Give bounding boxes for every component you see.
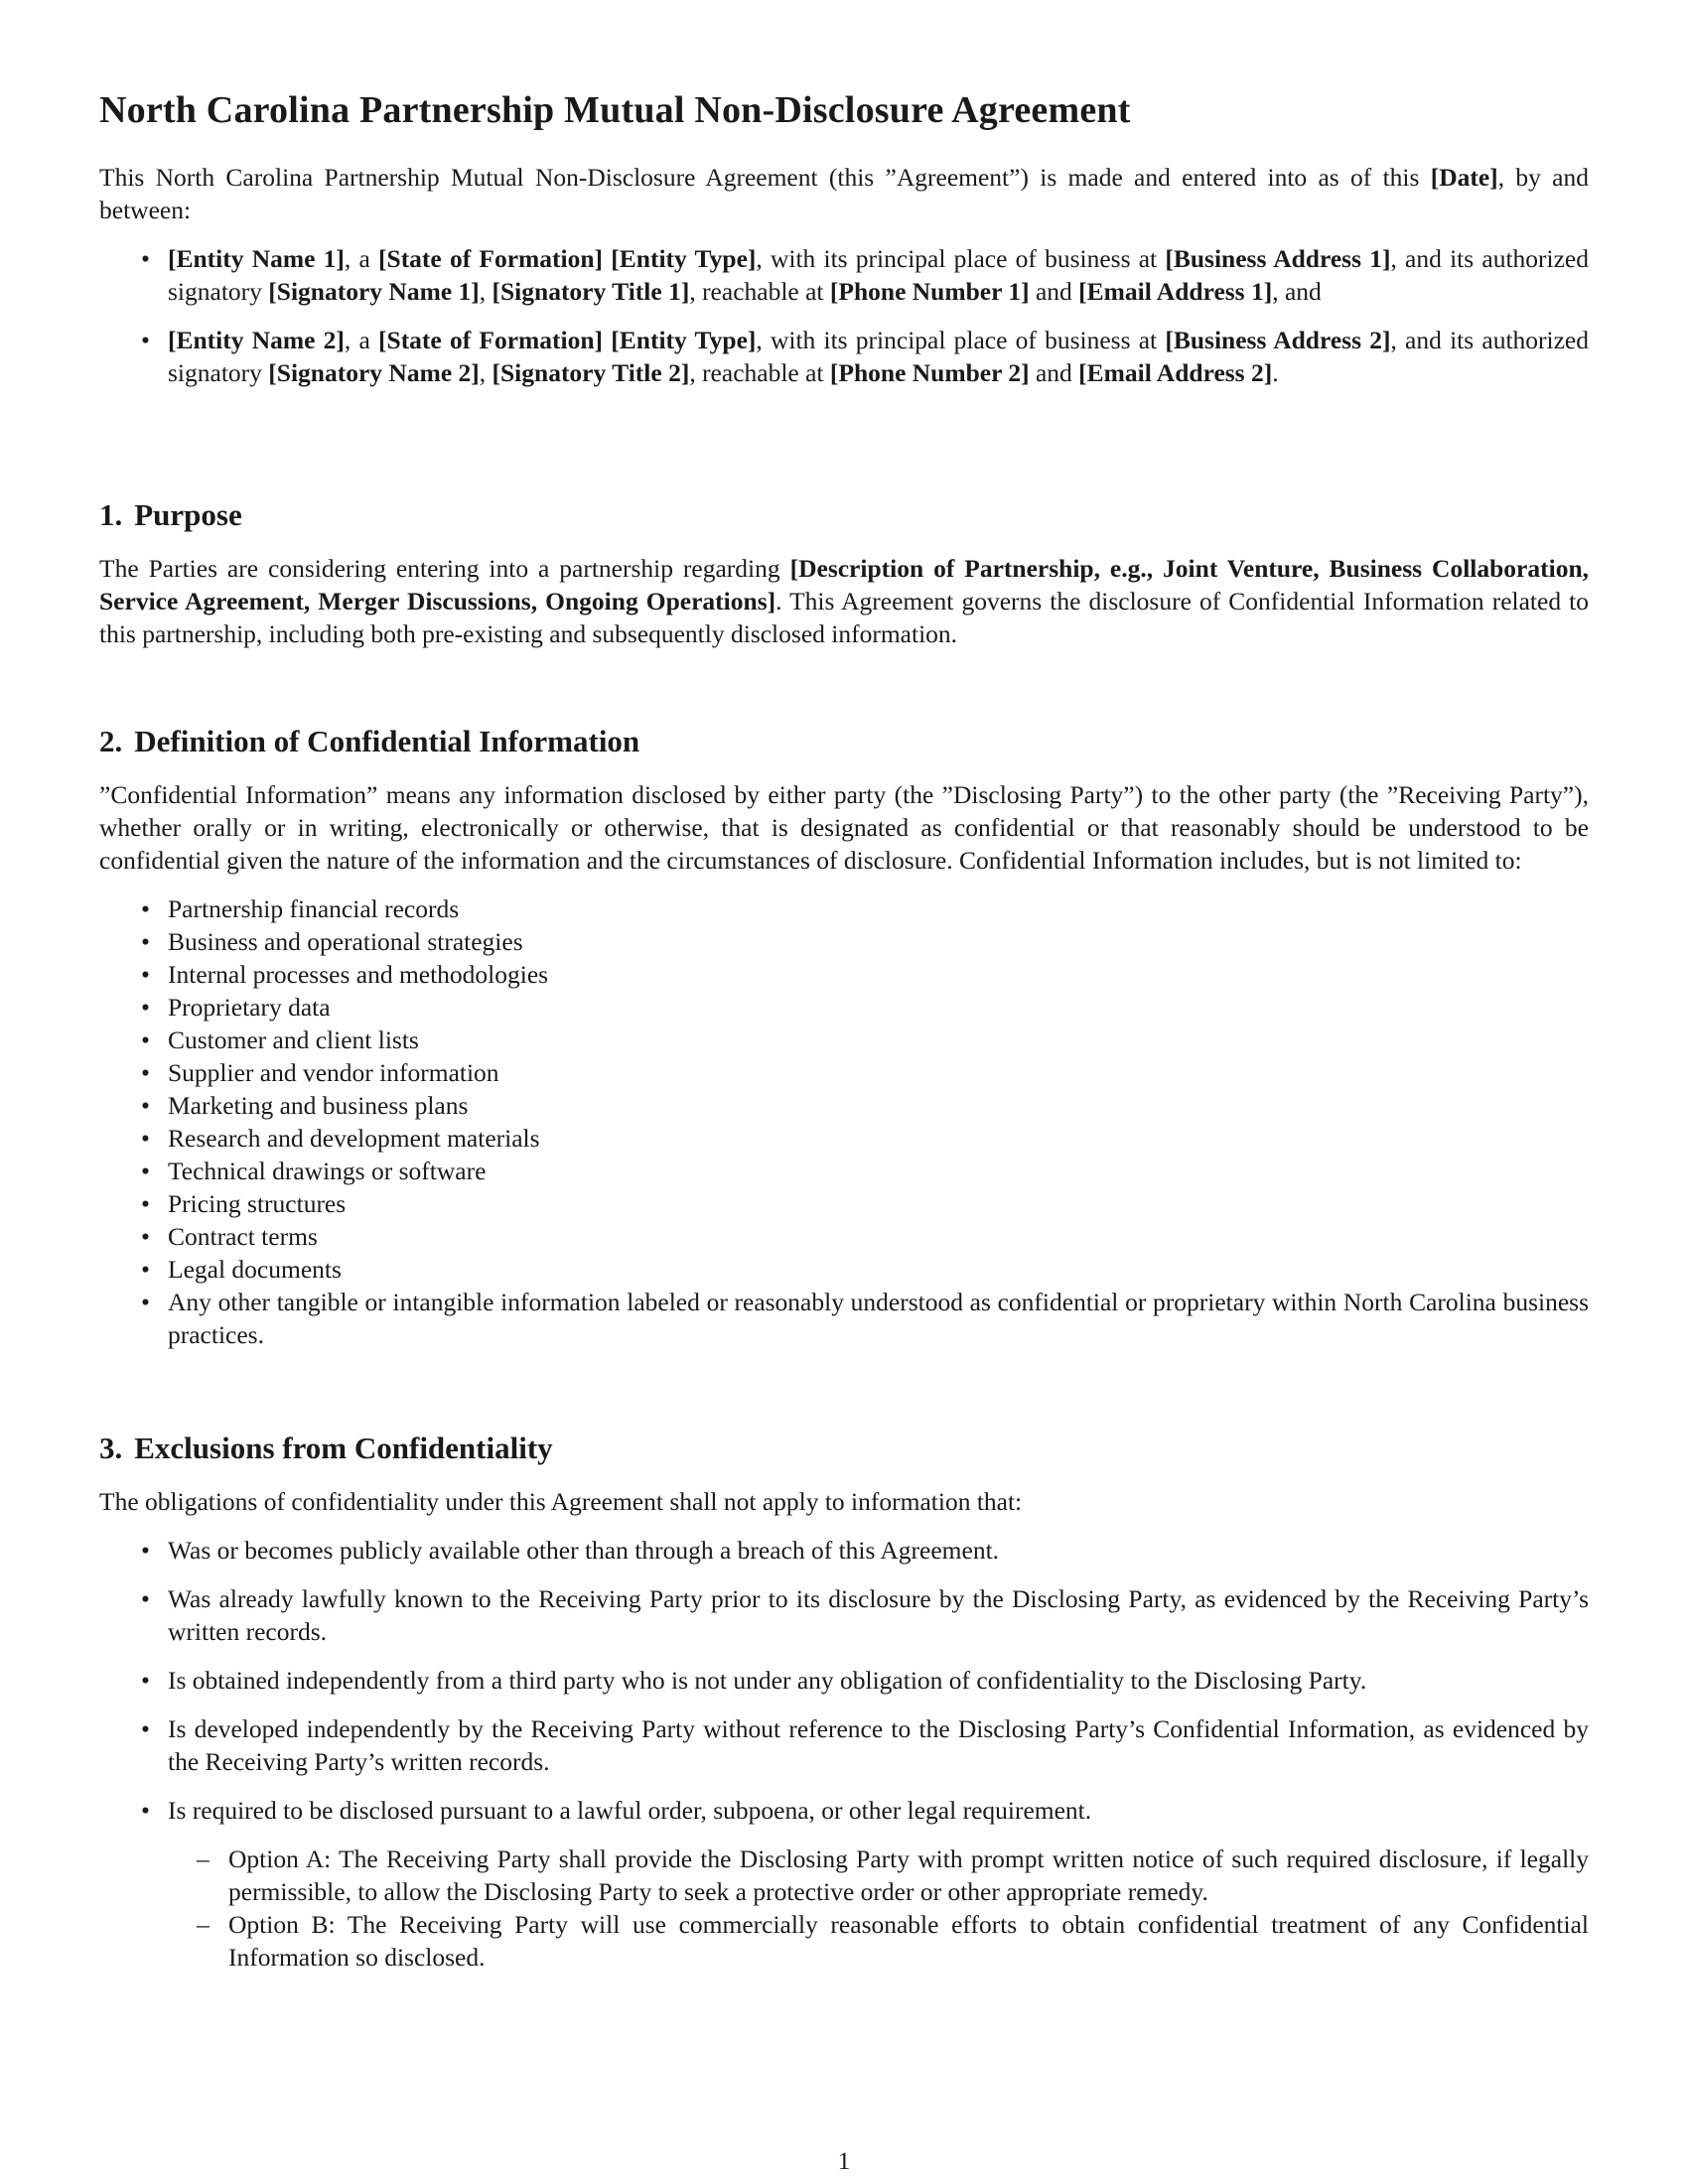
list-item: • Was already lawfully known to the Receiving Party prior to its disclosure by the Disclosing Party, as evidenced by the Receiving Party’s written records. (99, 1582, 1589, 1648)
party-item: • [Entity Name 1], a [State of Formation] [Entity Type], with its principal place of business at [Business Address 1], and its authorized signatory [Signatory Name 1], [Signatory Title 1], reachable at [Phone Number 1] and [Email Address 1], and (99, 242, 1589, 308)
exclusions-paragraph: The obligations of confidentiality under this Agreement shall not apply to information that: (99, 1487, 1023, 1516)
list-item: • Marketing and business plans (99, 1089, 1589, 1122)
list-item: • Internal processes and methodologies (99, 958, 1589, 991)
document-page (99, 0, 1589, 2184)
list-item: • Is required to be disclosed pursuant to a lawful order, subpoena, or other legal requirement. (99, 1794, 1589, 1827)
list-item: • Customer and client lists (99, 1024, 1589, 1056)
purpose-paragraph: The Parties are considering entering into a partnership regarding [Description of Partnership, e.g., Joint Venture, Business Collaboration, Service Agreement, Merger Discussions, Ongoing Operations]. This Agreement governs the disclosure of Confidential Information related to this partnership, including both pre-existing and subsequently disclosed information. (99, 554, 1589, 648)
confidential-info-list (99, 892, 1589, 1351)
list-item: • Supplier and vendor information (99, 1056, 1589, 1089)
list-item: • Was or becomes publicly available other than through a breach of this Agreement. (99, 1534, 1589, 1567)
list-item: • Is developed independently by the Receiving Party without reference to the Disclosing Party’s Confidential Information, as evidenced by the Receiving Party’s written records. (99, 1712, 1589, 1778)
section-purpose (99, 496, 1589, 650)
section-exclusions (99, 1430, 1589, 1974)
document-title: North Carolina Partnership Mutual Non-Disclosure Agreement (99, 89, 1131, 131)
list-item: • Contract terms (99, 1220, 1589, 1253)
parties-list (99, 242, 1589, 389)
intro-paragraph: This North Carolina Partnership Mutual Non-Disclosure Agreement (this ”Agreement”) is made and entered into as of this [Date], by and between: (99, 163, 1589, 224)
party-item: • [Entity Name 2], a [State of Formation] [Entity Type], with its principal place of business at [Business Address 2], and its authorized signatory [Signatory Name 2], [Signatory Title 2], reachable at [Phone Number 2] and [Email Address 2]. (99, 324, 1589, 389)
list-item: • Pricing structures (99, 1187, 1589, 1220)
list-item: • Proprietary data (99, 991, 1589, 1024)
date-placeholder: [Date] (1430, 163, 1498, 192)
list-item: • Research and development materials (99, 1122, 1589, 1155)
section-heading: 1. Purpose (99, 497, 242, 532)
page-number: 1 (837, 2146, 851, 2175)
option-item: – Option B: The Receiving Party will use commercially reasonable efforts to obtain confidential treatment of any Confidential Information so disclosed. (99, 1908, 1589, 1974)
option-item: – Option A: The Receiving Party shall provide the Disclosing Party with prompt written notice of such required disclosure, if legally permissible, to allow the Disclosing Party to seek a protective order or other appropriate remedy. (99, 1843, 1589, 1908)
list-item: • Is obtained independently from a third party who is not under any obligation of confidentiality to the Disclosing Party. (99, 1664, 1589, 1697)
options-list (99, 1843, 1589, 1974)
section-heading: 2. Definition of Confidential Information (99, 724, 640, 758)
list-item: • Partnership financial records (99, 892, 1589, 925)
section-heading: 3. Exclusions from Confidentiality (99, 1431, 553, 1465)
exclusions-list (99, 1534, 1589, 1827)
list-item: • Any other tangible or intangible information labeled or reasonably understood as confidential or proprietary within North Carolina business practices. (99, 1286, 1589, 1351)
definition-paragraph: ”Confidential Information” means any information disclosed by either party (the ”Disclosing Party”) to the other party (the ”Receiving Party”), whether orally or in writing, electronically or otherwise, that is designated as confidential or that reasonably should be understood to be confidential given the nature of the information and the circumstances of disclosure. Confidential Information includes, but is not limited to: (99, 780, 1589, 875)
list-item: • Legal documents (99, 1253, 1589, 1286)
list-item: • Business and operational strategies (99, 925, 1589, 958)
section-definition (99, 723, 1589, 1351)
list-item: • Technical drawings or software (99, 1155, 1589, 1187)
